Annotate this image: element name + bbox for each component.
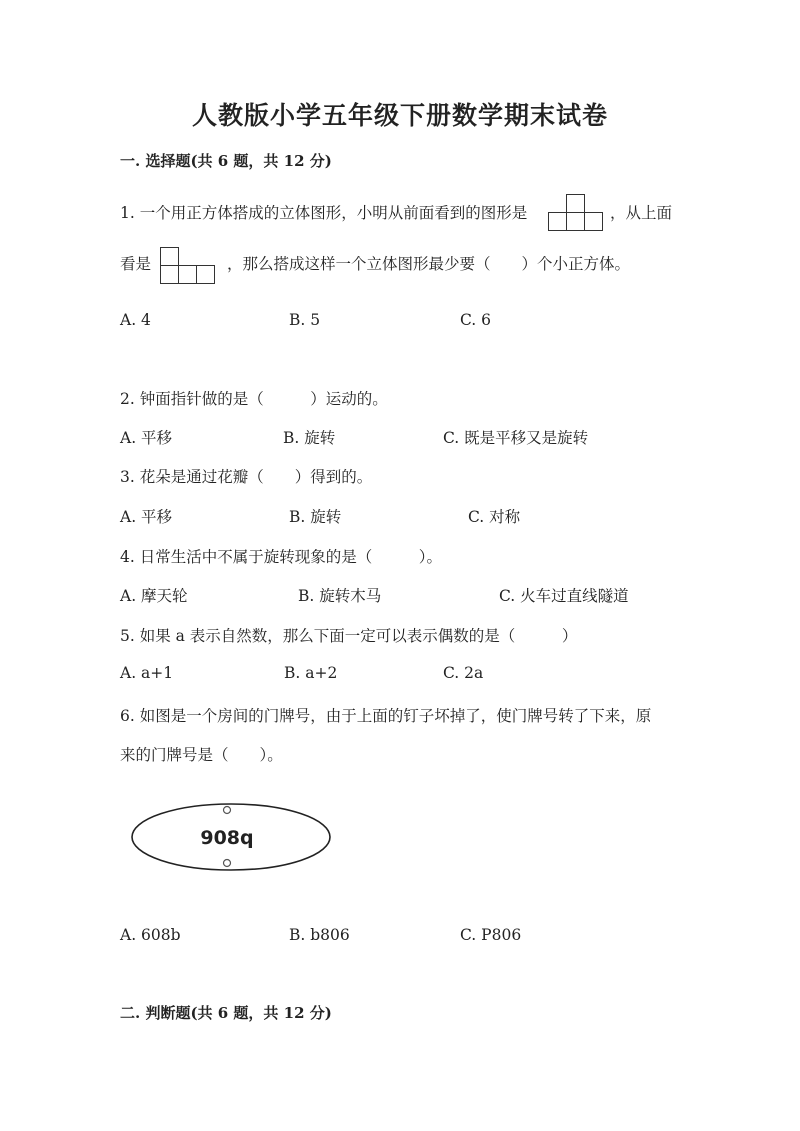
- q6-option-b[interactable]: B. b806: [289, 926, 350, 944]
- question-1-line-1: [120, 201, 527, 223]
- section-heading-judgment: 二. 判断题(共 6 题，共 12 分): [120, 1004, 332, 1022]
- q1-option-b[interactable]: B. 5: [289, 311, 321, 329]
- q6-option-a[interactable]: A. 608b: [120, 926, 181, 944]
- q6-option-c[interactable]: C. P806: [460, 926, 522, 944]
- question-1-text-d: ，那么搭成这样一个立体图形最少要（ ）个小正方体。: [227, 255, 631, 273]
- question-6-line-1: 6. 如图是一个房间的门牌号，由于上面的钉子坏掉了，使门牌号转了下来，原: [120, 707, 652, 725]
- question-1-text-b: ，从上面: [610, 204, 673, 222]
- q4-option-b[interactable]: B. 旋转木马: [298, 587, 382, 605]
- q2-option-b[interactable]: B. 旋转: [283, 429, 336, 447]
- q3-option-c[interactable]: C. 对称: [468, 508, 521, 526]
- nail-hole-top: [224, 807, 231, 814]
- nail-hole-bottom: [224, 860, 231, 867]
- question-4-text: 4. 日常生活中不属于旋转现象的是（ ）。: [120, 548, 442, 566]
- section-heading-choice: 一. 选择题(共 6 题，共 12 分): [120, 152, 332, 170]
- q5-option-c[interactable]: C. 2a: [443, 664, 484, 682]
- door-number-plate: [130, 800, 335, 875]
- q3-option-a[interactable]: A. 平移: [120, 508, 173, 526]
- plate-number-text: 908q: [200, 827, 254, 849]
- question-2-text: 2. 钟面指针做的是（ ）运动的。: [120, 390, 388, 408]
- q1-option-a[interactable]: A. 4: [120, 311, 151, 329]
- q3-option-b[interactable]: B. 旋转: [289, 508, 342, 526]
- top-view-figure-icon: [160, 247, 215, 284]
- page-title: 人教版小学五年级下册数学期末试卷: [191, 101, 608, 130]
- question-5-text: 5. 如果 a 表示自然数，那么下面一定可以表示偶数的是（ ）: [120, 627, 578, 645]
- q5-option-a[interactable]: A. a+1: [120, 664, 174, 682]
- q5-option-b[interactable]: B. a+2: [284, 664, 338, 682]
- q2-option-a[interactable]: A. 平移: [120, 429, 173, 447]
- q4-option-a[interactable]: A. 摩天轮: [120, 587, 188, 605]
- q4-option-c[interactable]: C. 火车过直线隧道: [499, 587, 629, 605]
- q2-option-c[interactable]: C. 既是平移又是旋转: [443, 429, 589, 447]
- question-3-text: 3. 花朵是通过花瓣（ ）得到的。: [120, 468, 373, 486]
- question-1-text-a: 1. 一个用正方体搭成的立体图形，小明从前面看到的图形是: [120, 204, 528, 222]
- question-1-text-c: 看是: [120, 255, 152, 273]
- q1-option-c[interactable]: C. 6: [460, 311, 492, 329]
- question-6-line-2: 来的门牌号是（ ）。: [120, 746, 283, 764]
- front-view-figure-icon: [548, 194, 603, 231]
